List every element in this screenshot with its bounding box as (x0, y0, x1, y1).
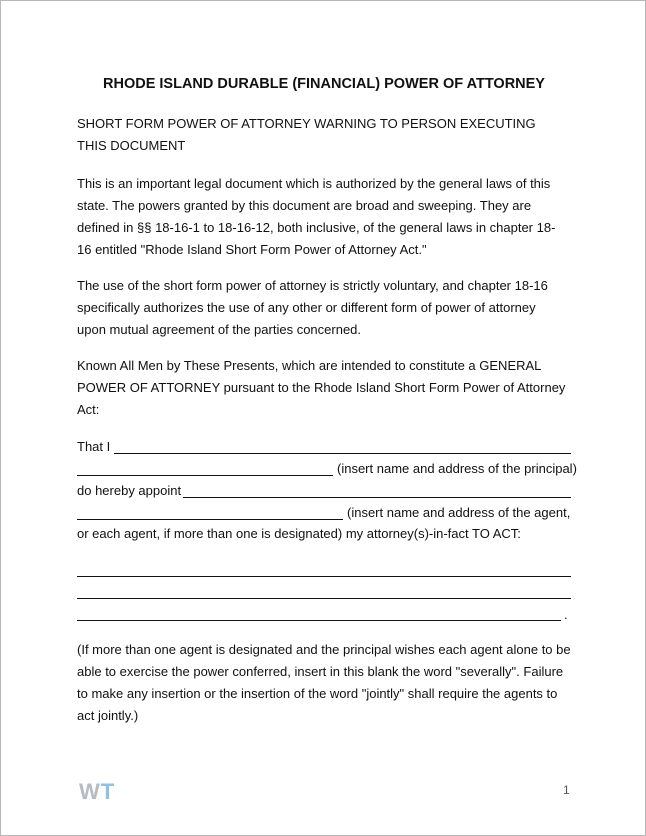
agent-note: (insert name and address of the agent, (347, 505, 571, 520)
period-mark: . (564, 607, 568, 622)
blank-line-3[interactable] (77, 620, 561, 621)
agent-name-line-2[interactable] (77, 519, 343, 520)
blank-line-2[interactable] (77, 598, 571, 599)
principal-note: (insert name and address of the principal) (337, 461, 577, 476)
principal-name-line-2[interactable] (77, 475, 333, 476)
agent-name-line-1[interactable] (183, 497, 571, 498)
paragraph-intro: This is an important legal document which is authorized by the general laws of this state. The powers granted by this document are broad and sweeping. They are defined in §§ 18-16-1 to 18-16-12, both inclusive, of the general laws in chapter 18-16 entitled "Rhode Island Short Form Power of Attorney Act." (77, 176, 556, 257)
paragraph-known-all-men: Known All Men by These Presents, which are intended to constitute a GENERAL POWER OF ATTORNEY pursuant to the Rhode Island Short Form Power of Attorney Act: (77, 358, 566, 417)
paragraph-severally: (If more than one agent is designated and the principal wishes each agent alone to be able to exercise the power conferred, insert in this blank the word "severally". Failure to make any insertion or the insertion of the word "jointly" shall require the agents to act jointly.) (77, 642, 571, 723)
paragraph-voluntary: The use of the short form power of attorney is strictly voluntary, and chapter 18-16 specifically authorizes the use of any other or different form of power of attorney upon mutual agreement of the parties concerned. (77, 278, 548, 337)
principal-name-line-1[interactable] (114, 453, 571, 454)
that-i-label: That I (77, 439, 111, 454)
warning-heading: SHORT FORM POWER OF ATTORNEY WARNING TO PERSON EXECUTING THIS DOCUMENT (77, 116, 536, 153)
document-title: RHODE ISLAND DURABLE (FINANCIAL) POWER OF ATTORNEY (103, 76, 545, 92)
wt-logo: WT (79, 779, 116, 804)
page-number: 1 (563, 783, 570, 797)
agent-note-continued: or each agent, if more than one is designated) my attorney(s)-in-fact TO ACT: (77, 526, 521, 541)
do-hereby-appoint-label: do hereby appoint (77, 483, 182, 498)
blank-line-1[interactable] (77, 576, 571, 577)
